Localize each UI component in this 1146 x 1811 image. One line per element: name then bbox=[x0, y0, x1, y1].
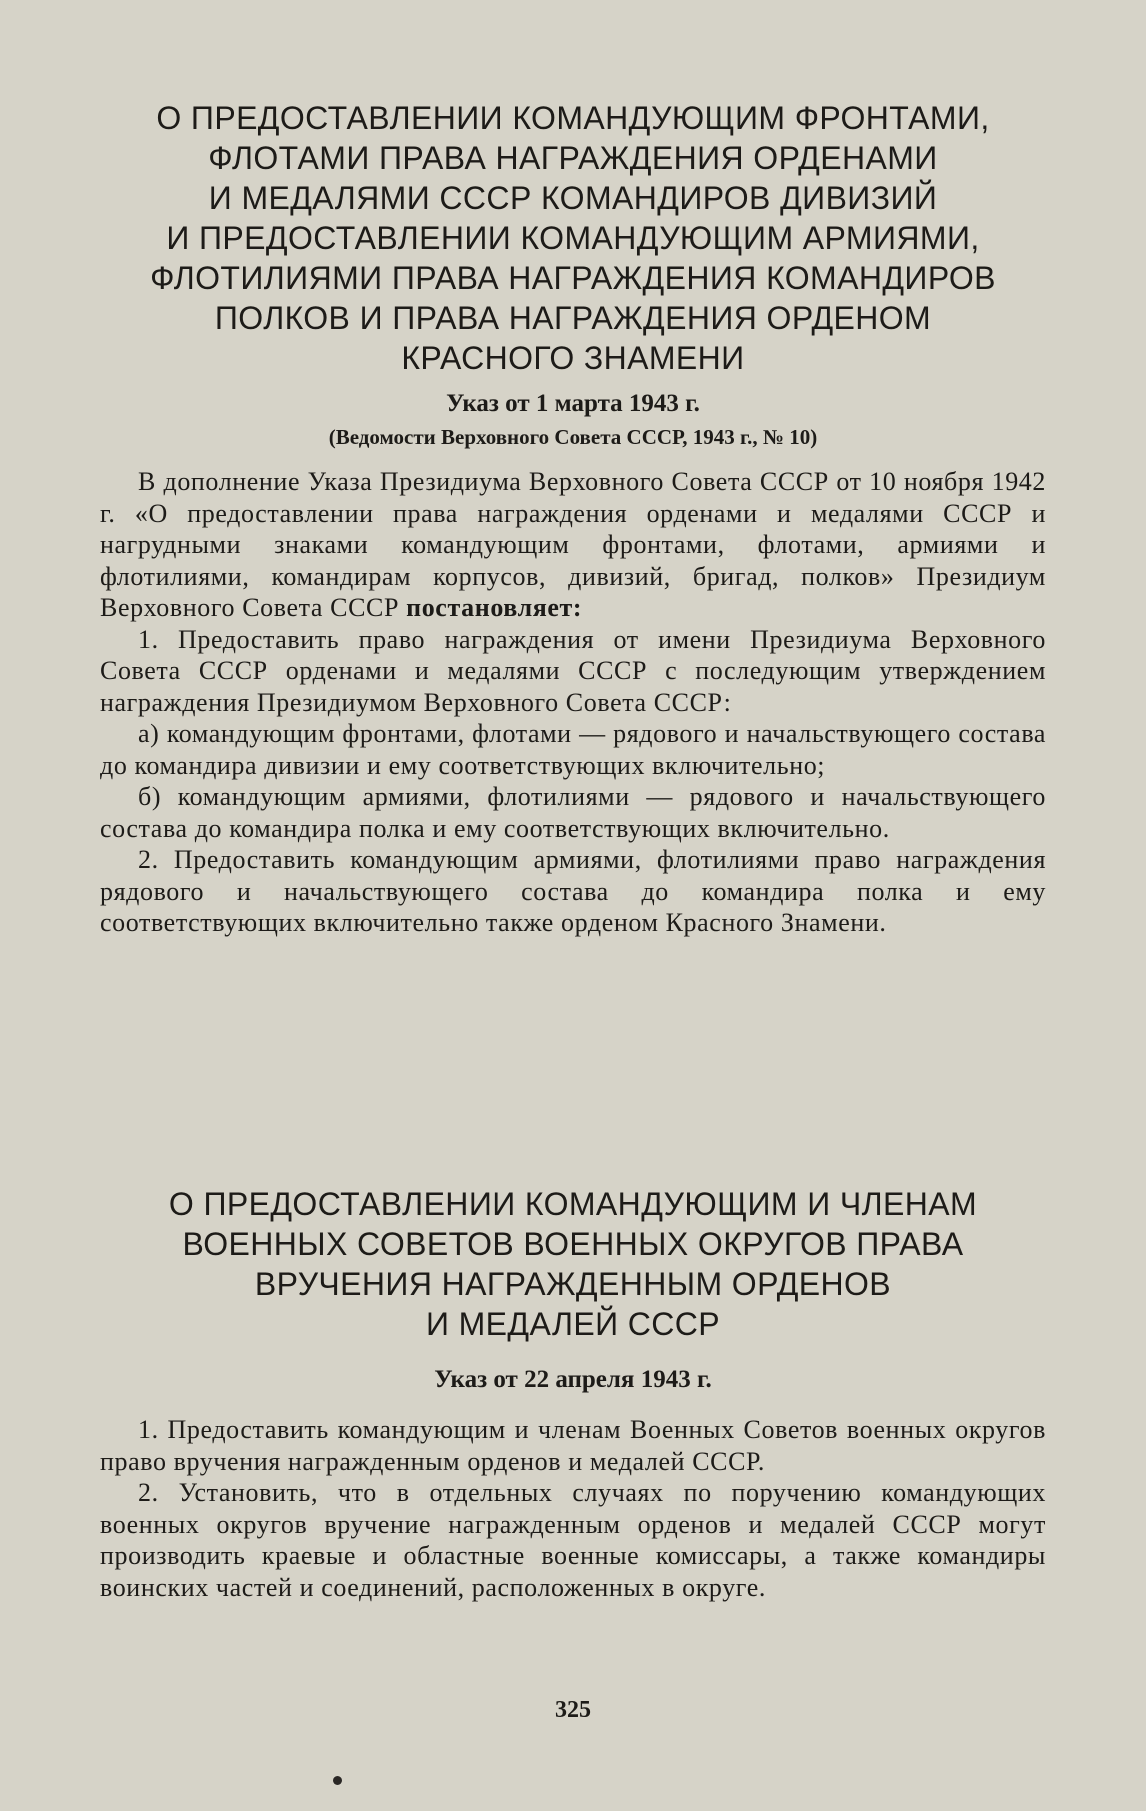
section-1-intro-text: В дополнение Указа Президиума Верховного Совета СССР от 10 ноября 1942 г. «О предоставлении права награждения орденами и медалями СССР и нагрудными знаками командующим фронтами, флотами, армиями и флотилиями, командирам корпусов, дивизий, бригад, полков» Президиум Верховного Совета СССР bbox=[100, 467, 1046, 622]
section-1-item-1b: б) командующим армиями, флотилиями — рядового и начальствующего состава до командира полка и ему соответствующих включительно. bbox=[100, 782, 1046, 843]
section-2-item-1: 1. Предоставить командующим и членам Военных Советов военных округов право вручения награжденным орденов и медалей СССР. bbox=[100, 1415, 1046, 1476]
section-2-item-2: 2. Установить, что в отдельных случаях по поручению командующих военных округов вручение награжденным орденов и медалей СССР могут производить краевые и областные военные комиссары, а также командиры воинских частей и соединений, расположенных в округе. bbox=[100, 1478, 1046, 1602]
section-1-intro bbox=[100, 466, 1046, 624]
decree-section-1 bbox=[100, 98, 1046, 939]
decree-section-2 bbox=[100, 1184, 1046, 1603]
section-1-item-1a: а) командующим фронтами, флотами — рядового и начальствующего состава до командира дивизии и ему соответствующих включительно; bbox=[100, 719, 1046, 780]
page-number: 325 bbox=[555, 1697, 591, 1723]
section-1-decree-date: Указ от 1 марта 1943 г. bbox=[446, 390, 700, 417]
section-1-intro-bold: постановляет: bbox=[406, 593, 583, 622]
section-2-title: О ПРЕДОСТАВЛЕНИИ КОМАНДУЮЩИМ И ЧЛЕНАМ ВОЕННЫХ СОВЕТОВ ВОЕННЫХ ОКРУГОВ ПРАВА ВРУЧЕНИЯ НАГРАЖДЕННЫМ ОРДЕНОВ И МЕДАЛЕЙ СССР bbox=[168, 1186, 978, 1342]
print-speck bbox=[333, 1776, 342, 1785]
section-1-item-2: 2. Предоставить командующим армиями, флотилиями право награждения рядового и начальствующего состава до командира полка и ему соответствующих включительно также орденом Красного Знамени. bbox=[100, 845, 1046, 937]
section-1-source: (Ведомости Верховного Совета СССР, 1943 г., № 10) bbox=[328, 425, 818, 449]
section-2-decree-date: Указ от 22 апреля 1943 г. bbox=[434, 1366, 712, 1393]
section-1-title: О ПРЕДОСТАВЛЕНИИ КОМАНДУЮЩИМ ФРОНТАМИ, ФЛОТАМИ ПРАВА НАГРАЖДЕНИЯ ОРДЕНАМИ И МЕДАЛЯМИ СССР КОМАНДИРОВ ДИВИЗИЙ И ПРЕДОСТАВЛЕНИИ КОМАНДУЮЩИМ АРМИЯМИ, ФЛОТИЛИЯМИ ПРАВА НАГРАЖДЕНИЯ КОМАНДИРОВ ПОЛКОВ И ПРАВА НАГРАЖДЕНИЯ ОРДЕНОМ КРАСНОГО ЗНАМЕНИ bbox=[150, 100, 996, 376]
section-1-item-1: 1. Предоставить право награждения от имени Президиума Верховного Совета СССР орденами и медалями СССР с последующим утверждением награждения Президиумом Верховного Совета СССР: bbox=[100, 624, 1046, 717]
